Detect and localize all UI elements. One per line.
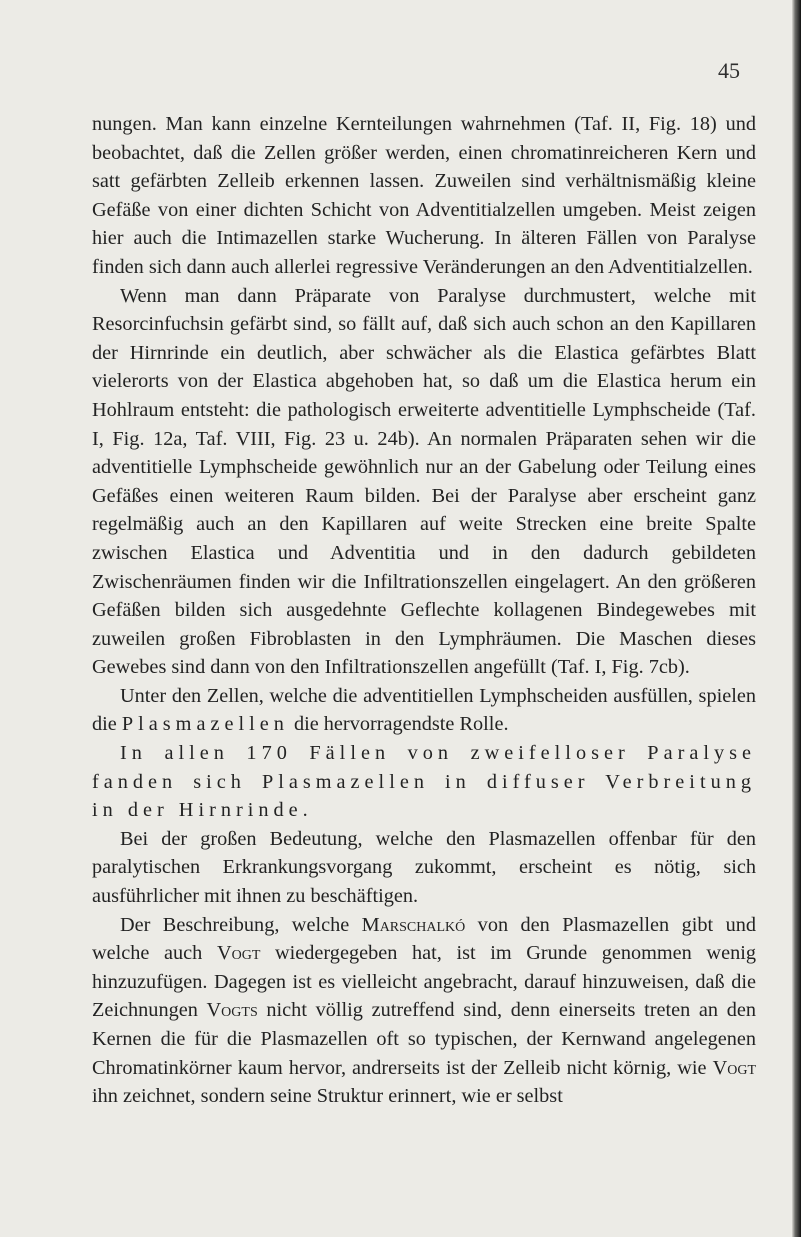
paragraph-6-text-5: ihn zeichnet, sondern seine Struktur erinnert, wie er selbst: [92, 1085, 563, 1108]
author-name-marschalko: Marschalkó: [361, 913, 466, 936]
page-edge-shadow: [792, 0, 801, 1237]
emphasized-paragraph-statement: In allen 170 Fällen von zweifelloser Paralyse fanden sich Plasmazellen in diffuser Verbreitung in der Hirnrinde.: [92, 742, 756, 822]
body-text: [92, 110, 756, 1111]
paragraph-3-text-before: Unter den Zellen, welche die adventitiellen Lymphscheiden ausfüllen, spielen die: [92, 684, 756, 736]
paragraph-3: [92, 682, 756, 739]
author-name-vogt-2: Vogt: [712, 1056, 756, 1079]
paragraph-6: [92, 911, 756, 1111]
paragraph-2: Wenn man dann Präparate von Paralyse durchmustert, welche mit Resorcinfuchsin gefärbt sind, so fällt auf, daß sich auch schon an den Kapillaren der Hirnrinde ein deutlich, aber schwächer als die Elastica gefärbtes Blatt vielerorts von der Elastica abgehoben hat, so daß um die Elastica herum ein Hohlraum entsteht: die pathologisch erweiterte adventitielle Lymphscheide (Taf. I, Fig. 12a, Taf. VIII, Fig. 23 u. 24b). An normalen Präparaten sehen wir die adventitielle Lymphscheide gewöhnlich nur an der Gabelung oder Teilung eines Gefäßes einen weiteren Raum bilden. Bei der Paralyse aber erscheint ganz regelmäßig auch an den Kapillaren auf weite Strecken eine breite Spalte zwischen Elastica und Adventitia und in den dadurch gebildeten Zwischenräumen finden wir die Infiltrationszellen eingelagert. An den größeren Gefäßen bilden sich ausgedehnte Geflechte kollagenen Bindegewebes mit zuweilen großen Fibroblasten in den Lymphräumen. Die Maschen dieses Gewebes sind dann von den Infiltrationszellen angefüllt (Taf. I, Fig. 7cb).: [92, 284, 756, 679]
paragraph-6-text-4: nicht völlig zutreffend sind, denn einerseits treten an den Kernen die für die Plasmazellen oft so typischen, der Kernwand angelegenen Chromatinkörner kaum hervor, andrerseits ist der Zelleib nicht körnig, wie: [92, 999, 756, 1079]
paragraph-3-text-after: die hervorragendste Rolle.: [288, 713, 509, 736]
paragraph-5: Bei der großen Bedeutung, welche den Plasmazellen offenbar für den paralytischen Erkrankungsvorgang zukommt, erscheint es nötig, sich ausführlicher mit ihnen zu beschäftigen.: [92, 827, 756, 908]
emphasized-term-plasmazellen: Plasmazellen: [121, 713, 289, 736]
paragraph-6-text-3: wiedergegeben hat, ist im Grunde genommen wenig hinzuzufügen. Dagegen ist es vielleicht angebracht, darauf hinzuweisen, daß die Zeichnungen: [92, 942, 756, 1022]
paragraph-1: nungen. Man kann einzelne Kernteilungen wahrnehmen (Taf. II, Fig. 18) und beobachtet, daß die Zellen größer werden, einen chromatinreicheren Kern und satt gefärbten Zelleib erkennen lassen. Zuweilen sind verhältnismäßig kleine Gefäße von einer dichten Schicht von Adventitialzellen umgeben. Meist zeigen hier auch die Intimazellen starke Wucherung. In älteren Fällen von Paralyse finden sich dann auch allerlei regressive Veränderungen an den Adventitialzellen.: [92, 113, 756, 278]
author-name-vogt: Vogt: [216, 942, 261, 965]
page-number: 45: [718, 58, 740, 83]
author-name-vogts: Vogts: [206, 999, 258, 1022]
paragraph-6-text-1: Der Beschreibung, welche: [120, 913, 362, 936]
paragraph-6-text-2: von den Plasmazellen gibt und welche auch: [92, 913, 756, 965]
